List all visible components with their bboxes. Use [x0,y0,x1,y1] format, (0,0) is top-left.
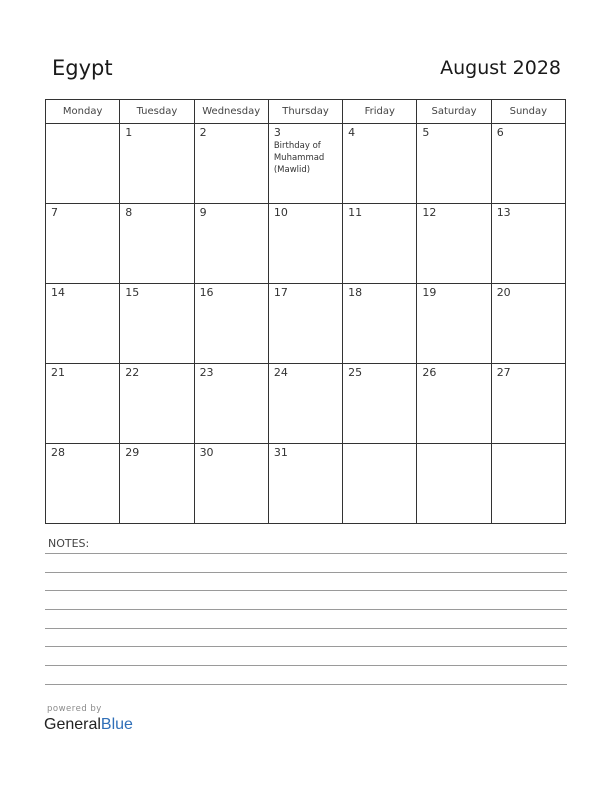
day-cell [417,444,491,524]
day-number: 18 [348,286,363,299]
weekday-friday: Friday [343,100,417,124]
day-number: 22 [125,366,140,379]
day-cell [46,124,120,204]
day-number: 26 [422,366,437,379]
day-cell [194,444,268,524]
day-cell [268,204,342,284]
day-number: 3 [273,126,281,139]
day-number: 25 [348,366,363,379]
day-cell [194,204,268,284]
month-year-title: August 2028 [440,57,561,79]
day-cell [417,284,491,364]
calendar-grid [45,99,566,524]
day-cell [343,124,417,204]
generalblue-logo[interactable] [44,716,133,734]
day-cell [46,444,120,524]
brand-blue: Blue [100,716,133,733]
day-number: 9 [199,206,207,219]
day-cell [343,284,417,364]
day-cell [417,204,491,284]
day-cell [491,284,565,364]
weekday-monday: Monday [46,100,120,124]
day-cell [491,124,565,204]
day-cell [120,284,194,364]
day-cell [46,284,120,364]
day-number: 30 [199,446,214,459]
week-row [46,364,566,444]
brand-general: General [44,716,101,733]
note-line [45,553,567,554]
day-number: 5 [422,126,430,139]
day-cell [343,204,417,284]
day-cell [268,284,342,364]
note-line [45,609,567,610]
day-number: 10 [273,206,288,219]
day-cell [268,364,342,444]
day-cell [120,364,194,444]
day-number: 17 [273,286,288,299]
day-number: 4 [348,126,356,139]
note-line [45,665,567,666]
day-number: 2 [199,126,207,139]
day-cell [343,364,417,444]
day-cell [120,204,194,284]
day-number: 19 [422,286,437,299]
week-row [46,444,566,524]
day-number: 21 [51,366,65,379]
weekday-tuesday: Tuesday [120,100,194,124]
week-row [46,124,566,204]
day-number: 24 [273,366,288,379]
day-cell [417,364,491,444]
day-cell [120,444,194,524]
day-cell [343,444,417,524]
day-number: 12 [422,206,437,219]
day-cell [46,364,120,444]
notes-label: NOTES: [48,537,90,550]
day-number: 27 [496,366,511,379]
weekday-thursday: Thursday [268,100,342,124]
day-number: 20 [496,286,511,299]
weekday-wednesday: Wednesday [194,100,268,124]
week-row [46,284,566,364]
day-cell [268,444,342,524]
day-number: 29 [125,446,140,459]
note-line [45,572,567,573]
day-number: 23 [199,366,214,379]
holiday-label: Birthday of Muhammad (Mawlid) [273,141,325,175]
weekday-saturday: Saturday [417,100,491,124]
day-cell [194,124,268,204]
day-number: 1 [125,126,133,139]
day-number: 11 [348,206,363,219]
day-number: 13 [496,206,511,219]
day-number: 7 [51,206,58,219]
day-number: 8 [125,206,133,219]
note-line [45,628,567,629]
week-row [46,204,566,284]
weekday-sunday: Sunday [491,100,565,124]
day-cell [417,124,491,204]
day-number: 28 [51,446,65,459]
powered-by-text: powered by [47,704,102,714]
day-cell [491,364,565,444]
note-line [45,646,567,647]
day-number: 31 [273,446,288,459]
day-cell [491,204,565,284]
day-number: 14 [51,286,65,299]
day-number: 16 [199,286,214,299]
note-line [45,590,567,591]
note-line [45,684,567,685]
day-cell [194,284,268,364]
country-title: Egypt [52,56,113,80]
day-cell [194,364,268,444]
day-number: 15 [125,286,140,299]
day-number: 6 [496,126,504,139]
day-cell [120,124,194,204]
day-cell [491,444,565,524]
weekday-header-row [46,100,566,124]
day-cell [268,124,342,204]
day-cell [46,204,120,284]
